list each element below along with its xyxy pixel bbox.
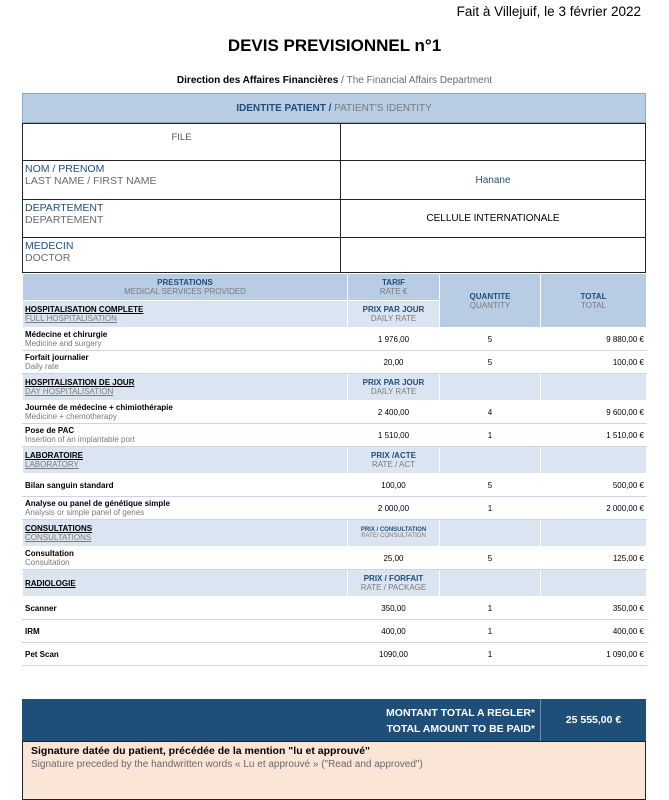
section-row	[23, 374, 647, 401]
department-en: The Financial Affairs Department	[346, 75, 493, 86]
date-line: Fait à Villejuif, le 3 février 2022	[456, 4, 641, 19]
item-name: Journée de médecine + chimiothérapie	[25, 403, 173, 412]
section-name: CONSULTATIONS	[25, 524, 93, 533]
table-row	[23, 351, 647, 374]
table-row	[23, 474, 647, 497]
item-total: 100,00 €	[541, 351, 647, 374]
item-name-cell	[23, 597, 348, 620]
total-amount: 25 555,00 €	[540, 699, 646, 741]
item-name-cell	[23, 643, 348, 666]
section-subname: CONSULTATIONS	[25, 533, 92, 542]
item-name-cell	[23, 424, 348, 447]
item-price: 1 510,00	[348, 424, 440, 447]
section-empty-total	[541, 570, 647, 597]
header-quantite	[440, 274, 541, 328]
item-name: Forfait journalier	[25, 353, 89, 362]
signature-label-fr: Signature datée du patient, précédée de la mention "lu et approuvé"	[31, 745, 371, 757]
item-quantity: 4	[440, 401, 541, 424]
item-price: 20,00	[348, 351, 440, 374]
section-rate-cell	[348, 447, 440, 474]
section-rate-en: RATE / PACKAGE	[360, 583, 427, 592]
department-label	[23, 200, 341, 237]
item-name: Pose de PAC	[25, 426, 75, 435]
section-rate-en: RATE/ CONSULTATION	[361, 533, 426, 539]
header-prestations	[23, 274, 348, 301]
item-name-cell	[23, 351, 348, 374]
identity-heading-en: PATIENT'S IDENTITY	[334, 103, 432, 114]
total-label	[22, 699, 540, 741]
item-total: 1 510,00 €	[541, 424, 647, 447]
section-name-cell	[23, 301, 348, 328]
section-rate-fr: PRIX PAR JOUR	[362, 378, 425, 387]
item-name-cell	[23, 547, 348, 570]
section-rate-fr: PRIX PAR JOUR	[362, 305, 425, 314]
section-subname: DAY HOSPITALISATION	[25, 387, 114, 396]
section-rate-cell	[348, 374, 440, 401]
section-empty-qty	[440, 570, 541, 597]
section-rate-cell	[348, 301, 440, 328]
section-empty-qty	[440, 520, 541, 547]
table-row	[23, 643, 647, 666]
section-name-cell	[23, 374, 348, 401]
table-header-row	[23, 274, 647, 301]
services-table	[22, 273, 647, 666]
department-line	[0, 75, 669, 86]
section-empty-total	[541, 374, 647, 401]
section-empty-total	[541, 520, 647, 547]
item-subname: Medicine and surgery	[25, 339, 102, 348]
item-total: 2 000,00 €	[541, 497, 647, 520]
item-price: 400,00	[348, 620, 440, 643]
header-total	[541, 274, 647, 328]
item-quantity: 5	[440, 547, 541, 570]
doctor-row	[23, 237, 645, 272]
section-rate-cell	[348, 570, 440, 597]
header-tarif	[348, 274, 440, 301]
item-quantity: 5	[440, 328, 541, 351]
section-row	[23, 447, 647, 474]
total-label-en: TOTAL AMOUNT TO BE PAID*	[386, 723, 535, 735]
item-quantity: 1	[440, 643, 541, 666]
table-row	[23, 424, 647, 447]
section-rate-cell	[348, 520, 440, 547]
item-name: Consultation	[25, 549, 74, 558]
item-price: 1 976,00	[348, 328, 440, 351]
header-prestations-en: MEDICAL SERVICES PROVIDED	[124, 287, 246, 296]
header-tarif-fr: TARIF	[382, 278, 405, 287]
section-row	[23, 570, 647, 597]
item-name-cell	[23, 620, 348, 643]
section-empty-qty	[440, 374, 541, 401]
item-price: 2 400,00	[348, 401, 440, 424]
section-name: HOSPITALISATION DE JOUR	[25, 378, 135, 387]
file-value	[341, 124, 645, 160]
section-rate-fr: PRIX /ACTE	[371, 451, 416, 460]
item-quantity: 5	[440, 474, 541, 497]
section-empty-total	[541, 447, 647, 474]
item-name: Pet Scan	[25, 649, 59, 659]
doctor-label-fr: MEDECIN	[25, 240, 74, 252]
item-quantity: 1	[440, 424, 541, 447]
department-value: CELLULE INTERNATIONALE	[426, 213, 560, 224]
section-subname: LABORATORY	[25, 460, 79, 469]
item-name: IRM	[25, 626, 40, 636]
table-row	[23, 328, 647, 351]
total-bar	[22, 699, 646, 741]
doctor-label-en: DOCTOR	[25, 252, 71, 264]
item-quantity: 1	[440, 620, 541, 643]
item-name: Scanner	[25, 603, 57, 613]
section-name: LABORATOIRE	[25, 451, 83, 460]
department-label-fr: DEPARTEMENT	[25, 202, 104, 214]
table-row	[23, 547, 647, 570]
item-subname: Analysis or simple panel of genes	[25, 508, 145, 517]
item-quantity: 1	[440, 497, 541, 520]
header-total-en: TOTAL	[580, 300, 607, 310]
identity-grid	[22, 123, 646, 273]
section-row	[23, 520, 647, 547]
section-rate-fr: PRIX / FORFAIT	[363, 574, 424, 583]
header-quantite-fr: QUANTITE	[469, 291, 511, 301]
file-label: FILE	[23, 124, 341, 160]
department-separator: /	[341, 75, 344, 86]
section-name: RADIOLOGIE	[25, 578, 76, 588]
file-row	[23, 124, 645, 160]
item-subname: Daily rate	[25, 362, 59, 371]
item-name: Médecine et chirurgie	[25, 330, 108, 339]
section-subname: FULL HOSPITALISATION	[25, 314, 117, 323]
name-value: Hanane	[475, 174, 511, 186]
item-price: 1090,00	[348, 643, 440, 666]
table-row	[23, 401, 647, 424]
item-total: 1 090,00 €	[541, 643, 647, 666]
header-quantite-en: QUANTITY	[469, 300, 511, 310]
item-subname: Medicine + chemotherapy	[25, 412, 117, 421]
identity-heading-fr: IDENTITE PATIENT /	[236, 103, 332, 114]
item-name: Analyse ou panel de génétique simple	[25, 499, 170, 508]
table-row	[23, 597, 647, 620]
signature-label-en: Signature preceded by the handwritten words « Lu et approuvé » ("Read and approved")	[31, 759, 423, 770]
section-empty-qty	[440, 447, 541, 474]
item-total: 350,00 €	[541, 597, 647, 620]
name-label	[23, 161, 341, 199]
name-label-en: LAST NAME / FIRST NAME	[25, 175, 157, 187]
doctor-label	[23, 238, 341, 272]
table-row	[23, 497, 647, 520]
header-total-fr: TOTAL	[580, 291, 607, 301]
item-subname: Insertion of an implantable port	[25, 435, 135, 444]
item-price: 25,00	[348, 547, 440, 570]
item-quantity: 1	[440, 597, 541, 620]
item-total: 9 600,00 €	[541, 401, 647, 424]
item-subname: Consultation	[25, 558, 70, 567]
header-tarif-en: RATE €	[379, 287, 408, 296]
document-title: DEVIS PREVISIONNEL n°1	[227, 36, 442, 55]
department-fr: Direction des Affaires Financières	[176, 75, 339, 86]
item-price: 100,00	[348, 474, 440, 497]
section-rate-en: DAILY RATE	[370, 387, 417, 396]
section-name-cell	[23, 520, 348, 547]
identity-heading	[22, 93, 646, 123]
header-prestations-fr: PRESTATIONS	[157, 278, 213, 287]
section-name-cell	[23, 447, 348, 474]
doctor-value	[341, 238, 645, 272]
item-total: 400,00 €	[541, 620, 647, 643]
item-name: Bilan sanguin standard	[25, 480, 114, 490]
item-price: 350,00	[348, 597, 440, 620]
section-name-cell	[23, 570, 348, 597]
item-name-cell	[23, 328, 348, 351]
item-total: 9 880,00 €	[541, 328, 647, 351]
item-total: 125,00 €	[541, 547, 647, 570]
name-row	[23, 160, 645, 199]
department-label-en: DEPARTEMENT	[25, 214, 104, 226]
section-rate-fr: PRIX / CONSULTATION	[360, 527, 427, 533]
item-name-cell	[23, 474, 348, 497]
department-row	[23, 199, 645, 237]
item-name-cell	[23, 401, 348, 424]
item-price: 2 000,00	[348, 497, 440, 520]
signature-box[interactable]	[22, 741, 646, 800]
table-row	[23, 620, 647, 643]
section-rate-en: DAILY RATE	[370, 314, 417, 323]
total-label-fr: MONTANT TOTAL A REGLER*	[386, 707, 535, 719]
name-label-fr: NOM / PRENOM	[25, 163, 105, 175]
section-rate-en: RATE / ACT	[372, 460, 415, 469]
item-quantity: 5	[440, 351, 541, 374]
item-name-cell	[23, 497, 348, 520]
section-name: HOSPITALISATION COMPLETE	[25, 305, 144, 314]
item-total: 500,00 €	[541, 474, 647, 497]
